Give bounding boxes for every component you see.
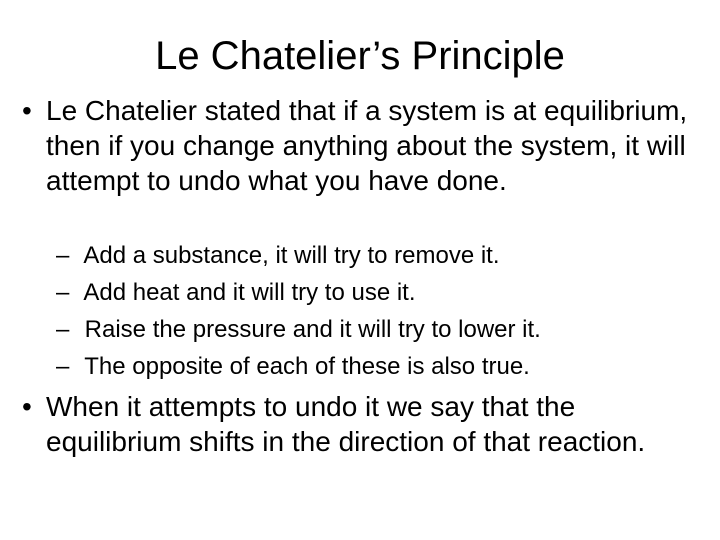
sub-bullet-list <box>56 237 696 385</box>
bullet-text: Le Chatelier stated that if a system is at equilibrium, then if you change anything about the system, it will attempt to undo what you have done. <box>46 95 688 196</box>
bullet-text: When it attempts to undo it we say that the equilibrium shifts in the direction of that reaction. <box>46 391 646 457</box>
sub-bullet-item <box>56 311 696 348</box>
dash-marker: – <box>56 279 70 306</box>
bullet-point <box>22 389 712 459</box>
sub-bullet-item <box>56 348 696 385</box>
sub-bullet-text: Raise the pressure and it will try to lower it. <box>84 316 541 343</box>
bullet-marker: • <box>22 95 32 126</box>
sub-bullet-item <box>56 274 696 311</box>
bullet-marker: • <box>22 391 32 422</box>
dash-marker: – <box>56 316 70 343</box>
sub-bullet-item <box>56 237 696 274</box>
bullet-point <box>22 93 712 198</box>
sub-bullet-text: Add heat and it will try to use it. <box>83 279 416 306</box>
sub-bullet-text: Add a substance, it will try to remove it. <box>83 242 500 269</box>
sub-bullet-text: The opposite of each of these is also true. <box>84 353 530 380</box>
dash-marker: – <box>56 353 70 380</box>
dash-marker: – <box>56 242 70 269</box>
slide-title: Le Chatelier’s Principle <box>155 34 565 78</box>
